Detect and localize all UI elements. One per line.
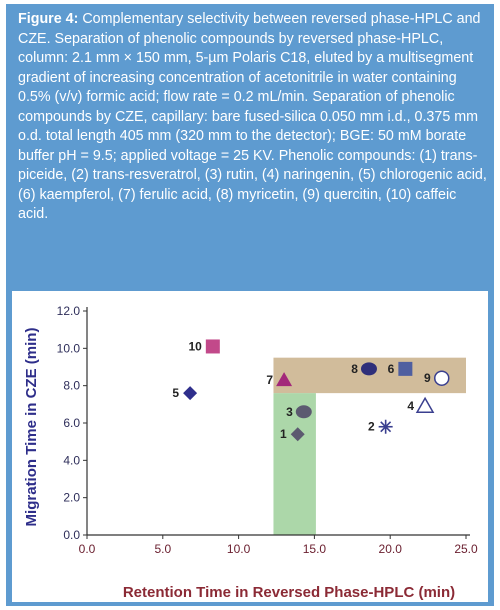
point-4-open-triangle-marker — [417, 398, 433, 412]
chart-axes — [57, 304, 478, 556]
x-tick-label: 25.0 — [454, 542, 478, 556]
y-tick-label: 4.0 — [63, 453, 80, 468]
point-10-square-marker — [206, 339, 220, 353]
point-6-square-marker — [398, 362, 412, 376]
point-3-label: 3 — [286, 404, 293, 419]
point-6-label: 6 — [387, 361, 395, 376]
point-1-label: 1 — [280, 427, 287, 442]
y-tick-label: 8.0 — [63, 378, 80, 393]
point-8-label: 8 — [351, 361, 358, 376]
point-7-label: 7 — [266, 373, 274, 388]
y-tick-label: 10.0 — [56, 341, 80, 356]
x-tick-label: 10.0 — [226, 542, 251, 556]
x-axis-label: Retention Time in Reversed Phase-HPLC (min) — [122, 584, 456, 601]
y-tick-label: 2.0 — [63, 490, 80, 505]
point-2-asterisk-marker — [379, 420, 393, 434]
point-8-circle-marker — [361, 362, 377, 375]
scatter-chart — [12, 291, 488, 602]
point-5-label: 5 — [172, 386, 180, 401]
x-tick-label: 5.0 — [154, 542, 172, 556]
x-tick-label: 0.0 — [78, 542, 96, 556]
caption-label: Figure 4: — [18, 11, 79, 27]
point-10-label: 10 — [188, 339, 202, 354]
x-tick-label: 15.0 — [302, 542, 327, 556]
y-tick-label: 12.0 — [56, 304, 80, 318]
y-axis-label: Migration Time in CZE (min) — [23, 327, 40, 527]
y-tick-label: 0.0 — [63, 528, 80, 542]
y-tick-label: 6.0 — [63, 416, 80, 430]
point-9-open-circle-marker — [435, 371, 449, 385]
point-9-label: 9 — [424, 371, 431, 386]
point-5-diamond-marker — [183, 386, 197, 400]
figure-caption — [18, 10, 488, 225]
chart-container — [12, 291, 488, 602]
point-2-label: 2 — [367, 419, 375, 434]
point-3-circle-marker — [296, 405, 312, 418]
x-tick-label: 20.0 — [378, 542, 402, 556]
point-4-label: 4 — [407, 399, 415, 414]
caption-text: Complementary selectivity between reversed phase-HPLC and CZE. Separation of phenolic compounds by reversed phase-HPLC, column: 2.1 mm × 150 mm, 5-µm Polaris C18, eluted by a multisegment gradient of increasing concentration of acetonitrile in water containing 0.5% (v/v) formic acid; flow rate = 0.2 mL/min. Separation of phenolic compounds by CZE, capillary: bare fused-silica 0.050 mm i.d., 0.375 mm o.d. total length 405 mm (320 mm to the detector); BGE: 50 mM borate buffer pH = 9.5; applied voltage = 25 KV. Phenolic compounds: (1) trans-piceide, (2) trans-resveratrol, (3) rutin, (4) naringenin, (5) chlorogenic acid, (6) kaempferol, (7) ferulic acid, (8) myricetin, (9) quercitin, (10) caffeic acid. — [18, 11, 487, 222]
